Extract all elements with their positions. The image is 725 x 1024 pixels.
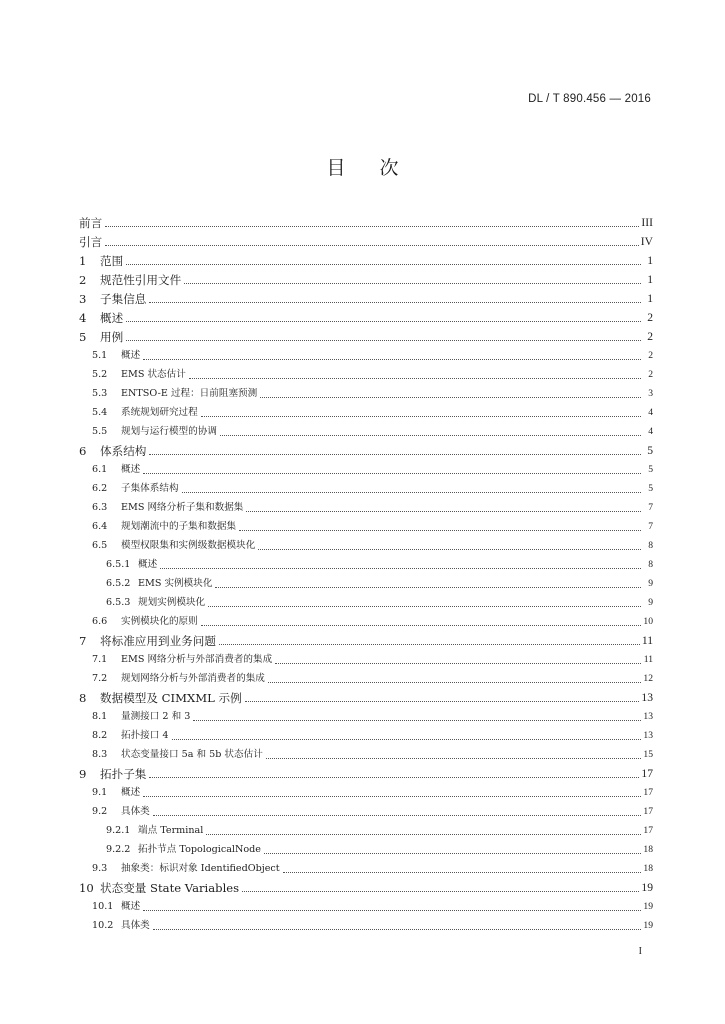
toc-entry[interactable]	[79, 648, 653, 667]
toc-entry[interactable]	[79, 211, 653, 230]
toc-entry[interactable]	[79, 382, 653, 401]
toc-dot-leader	[149, 301, 641, 303]
toc-entry-number: 5.3	[92, 388, 108, 399]
toc-dot-leader	[239, 529, 641, 531]
toc-dot-leader	[189, 377, 641, 379]
toc-entry-number: 5.5	[92, 426, 108, 437]
toc-entry[interactable]	[79, 857, 653, 876]
toc-dot-leader	[201, 415, 641, 417]
toc-entry[interactable]	[79, 325, 653, 344]
toc-entry-title: 状态变量接口 5a 和 5b 状态估计	[121, 749, 263, 760]
toc-entry-title: 概述	[121, 901, 141, 912]
toc-entry-title: 子集信息	[100, 292, 147, 306]
toc-entry-title: 数据模型及 CIMXML 示例	[100, 691, 242, 705]
toc-entry-number: 5.2	[92, 369, 108, 380]
toc-entry[interactable]	[79, 344, 653, 363]
toc-entry-number: 6.5.2	[106, 578, 131, 589]
toc-entry[interactable]	[79, 914, 653, 933]
toc-entry-title: 拓扑节点 TopologicalNode	[138, 844, 261, 855]
toc-entry-title: 系统规划研究过程	[121, 407, 198, 418]
toc-dot-leader	[283, 871, 641, 873]
toc-entry-number: 1	[79, 254, 87, 268]
toc-entry-number: 6.5	[92, 540, 108, 551]
toc-entry-page: 19	[643, 920, 653, 931]
toc-entry[interactable]	[79, 363, 653, 382]
toc-entry-title: 概述	[121, 787, 141, 798]
toc-dot-leader	[143, 472, 641, 474]
toc-entry-title: 用例	[100, 330, 124, 344]
toc-entry-number: 6.5.1	[106, 559, 131, 570]
toc-entry[interactable]	[79, 724, 653, 743]
toc-entry-title: 规划网络分析与外部消费者的集成	[121, 673, 265, 684]
toc-entry[interactable]	[79, 230, 653, 249]
toc-entry[interactable]	[79, 249, 653, 268]
toc-entry-title: 抽象类：标识对象 IdentifiedObject	[121, 863, 280, 874]
toc-dot-leader	[143, 909, 641, 911]
toc-entry-title: 规划实例模块化	[138, 597, 206, 608]
toc-entry-page: 17	[643, 806, 653, 817]
toc-entry[interactable]	[79, 439, 653, 458]
toc-entry-title: 实例模块化的原则	[121, 616, 198, 627]
toc-entry[interactable]	[79, 667, 653, 686]
toc-entry-page: 19	[643, 901, 653, 912]
toc-entry-number: 8	[79, 691, 87, 705]
toc-entry-number: 6.5.3	[106, 597, 131, 608]
toc-entry-number: 8.2	[92, 730, 108, 741]
toc-dot-leader	[182, 491, 641, 493]
toc-entry-number: 6.1	[92, 464, 108, 475]
toc-entry[interactable]	[79, 420, 653, 439]
toc-entry-number: 9.2.2	[106, 844, 131, 855]
toc-entry[interactable]	[79, 686, 653, 705]
toc-entry-number: 6	[79, 444, 87, 458]
toc-entry[interactable]	[79, 458, 653, 477]
toc-entry-page: 2	[648, 350, 653, 361]
toc-entry-page: 4	[648, 407, 653, 418]
toc-entry-page: 13	[641, 691, 653, 704]
toc-entry-page: 4	[648, 426, 653, 437]
toc-entry-title: EMS 网络分析与外部消费者的集成	[121, 654, 273, 665]
toc-dot-leader	[193, 719, 641, 721]
toc-entry-title: 引言	[79, 235, 103, 249]
toc-entry-number: 9	[79, 767, 87, 781]
toc-entry[interactable]	[79, 306, 653, 325]
toc-entry-page: 10	[643, 616, 653, 627]
toc-entry-page: 11	[643, 654, 653, 665]
toc-entry-page: 18	[643, 844, 653, 855]
toc-entry-page: IV	[640, 235, 653, 248]
toc-dot-leader	[201, 624, 641, 626]
toc-entry-title: 模型权限集和实例级数据模块化	[121, 540, 256, 551]
toc-entry-page: 18	[643, 863, 653, 874]
toc-entry[interactable]	[79, 477, 653, 496]
toc-entry-page: 8	[648, 540, 653, 551]
toc-entry-title: 具体类	[121, 920, 150, 931]
toc-entry-number: 9.3	[92, 863, 108, 874]
toc-entry-page: 2	[647, 311, 653, 324]
toc-entry-number: 5.4	[92, 407, 108, 418]
toc-dot-leader	[184, 282, 641, 284]
page-number: I	[638, 946, 642, 957]
toc-entry-title: 将标准应用到业务问题	[100, 634, 216, 648]
toc-entry[interactable]	[79, 534, 653, 553]
toc-entry-page: 2	[647, 330, 653, 343]
toc-entry-title: 量测接口 2 和 3	[121, 711, 191, 722]
toc-dot-leader	[206, 833, 641, 835]
toc-dot-leader	[220, 434, 641, 436]
toc-dot-leader	[105, 244, 639, 246]
toc-dot-leader	[126, 263, 641, 265]
toc-dot-leader	[149, 453, 641, 455]
toc-entry-page: 13	[643, 711, 653, 722]
toc-entry-number: 5	[79, 330, 87, 344]
toc-dot-leader	[105, 225, 639, 227]
toc-entry-number: 7.1	[92, 654, 108, 665]
toc-entry-number: 9.2.1	[106, 825, 131, 836]
toc-entry-title: 具体类	[121, 806, 150, 817]
toc-entry-title: 前言	[79, 216, 103, 230]
toc-entry-page: 7	[648, 521, 653, 532]
toc-dot-leader	[264, 852, 641, 854]
toc-entry-page: 5	[648, 483, 653, 494]
toc-entry-title: 概述	[121, 350, 141, 361]
document-code-header: DL / T 890.456 — 2016	[528, 93, 651, 105]
toc-dot-leader	[149, 776, 639, 778]
toc-dot-leader	[160, 567, 641, 569]
toc-entry-page: 1	[647, 254, 653, 267]
page-title: 目次	[326, 157, 433, 179]
toc-entry[interactable]	[79, 287, 653, 306]
toc-entry-title: 规范性引用文件	[100, 273, 182, 287]
toc-entry-title: 范围	[100, 254, 124, 268]
toc-entry-number: 6.4	[92, 521, 108, 532]
toc-entry[interactable]	[79, 268, 653, 287]
toc-entry[interactable]	[79, 743, 653, 762]
toc-entry-number: 7	[79, 634, 87, 648]
toc-entry-title: 规划与运行模型的协调	[121, 426, 217, 437]
toc-dot-leader	[153, 928, 641, 930]
toc-entry-title: 规划潮流中的子集和数据集	[121, 521, 237, 532]
toc-entry-page: 11	[641, 634, 653, 647]
table-of-contents	[79, 211, 653, 933]
toc-entry[interactable]	[79, 553, 653, 572]
toc-entry-page: 7	[648, 502, 653, 513]
toc-entry-page: 17	[641, 767, 653, 780]
toc-dot-leader	[268, 681, 641, 683]
toc-dot-leader	[260, 396, 641, 398]
toc-dot-leader	[126, 320, 641, 322]
toc-dot-leader	[208, 605, 641, 607]
toc-entry-number: 9.1	[92, 787, 108, 798]
toc-entry-page: 13	[643, 730, 653, 741]
toc-entry-page: 9	[648, 597, 653, 608]
toc-entry-page: 15	[643, 749, 653, 760]
toc-entry-title: 概述	[121, 464, 141, 475]
toc-entry-number: 7.2	[92, 673, 108, 684]
toc-entry[interactable]	[79, 819, 653, 838]
toc-entry-number: 8.1	[92, 711, 108, 722]
toc-entry-page: 5	[647, 444, 653, 457]
toc-entry-page: 5	[648, 464, 653, 475]
toc-entry-title: 子集体系结构	[121, 483, 179, 494]
toc-entry[interactable]	[79, 705, 653, 724]
toc-dot-leader	[245, 700, 640, 702]
toc-dot-leader	[258, 548, 641, 550]
toc-entry-number: 6.6	[92, 616, 108, 627]
toc-entry-title: EMS 实例模块化	[138, 578, 213, 589]
toc-dot-leader	[172, 738, 641, 740]
toc-dot-leader	[143, 795, 641, 797]
toc-entry-page: III	[641, 216, 653, 229]
toc-dot-leader	[242, 890, 639, 892]
toc-entry-title: 端点 Terminal	[138, 825, 204, 836]
toc-entry[interactable]	[79, 895, 653, 914]
toc-entry-title: 拓扑接口 4	[121, 730, 169, 741]
toc-entry-page: 17	[643, 787, 653, 798]
toc-dot-leader	[275, 662, 641, 664]
toc-entry[interactable]	[79, 838, 653, 857]
toc-entry-number: 3	[79, 292, 87, 306]
toc-dot-leader	[126, 339, 641, 341]
toc-entry[interactable]	[79, 762, 653, 781]
toc-entry-page: 12	[643, 673, 653, 684]
toc-entry-number: 9.2	[92, 806, 108, 817]
toc-entry[interactable]	[79, 572, 653, 591]
toc-entry-number: 10.1	[92, 901, 114, 912]
toc-entry-page: 1	[647, 292, 653, 305]
toc-entry[interactable]	[79, 515, 653, 534]
toc-entry-title: 概述	[138, 559, 158, 570]
toc-dot-leader	[219, 643, 640, 645]
toc-entry-title: ENTSO-E 过程：日前阻塞预测	[121, 388, 258, 399]
toc-dot-leader	[215, 586, 641, 588]
toc-entry-page: 8	[648, 559, 653, 570]
toc-entry-number: 10.2	[92, 920, 114, 931]
toc-dot-leader	[153, 814, 641, 816]
toc-entry-title: 体系结构	[100, 444, 147, 458]
toc-entry-title: 概述	[100, 311, 124, 325]
toc-entry-number: 4	[79, 311, 87, 325]
toc-entry[interactable]	[79, 629, 653, 648]
toc-entry[interactable]	[79, 800, 653, 819]
toc-entry-number: 6.3	[92, 502, 108, 513]
toc-entry-number: 10	[79, 881, 94, 895]
toc-entry[interactable]	[79, 401, 653, 420]
toc-entry[interactable]	[79, 781, 653, 800]
toc-entry[interactable]	[79, 591, 653, 610]
toc-entry-title: EMS 状态估计	[121, 369, 186, 380]
toc-dot-leader	[266, 757, 641, 759]
toc-dot-leader	[246, 510, 641, 512]
toc-entry-number: 8.3	[92, 749, 108, 760]
toc-entry-page: 19	[641, 881, 653, 894]
toc-entry[interactable]	[79, 496, 653, 515]
toc-entry-title: 拓扑子集	[100, 767, 147, 781]
toc-entry[interactable]	[79, 876, 653, 895]
toc-entry-page: 3	[648, 388, 653, 399]
toc-entry[interactable]	[79, 610, 653, 629]
toc-entry-title: 状态变量 State Variables	[100, 881, 240, 895]
toc-entry-page: 2	[648, 369, 653, 380]
toc-dot-leader	[143, 358, 641, 360]
toc-entry-number: 6.2	[92, 483, 108, 494]
toc-entry-number: 2	[79, 273, 87, 287]
toc-entry-page: 17	[643, 825, 653, 836]
toc-entry-title: EMS 网络分析子集和数据集	[121, 502, 244, 513]
toc-entry-page: 9	[648, 578, 653, 589]
toc-entry-number: 5.1	[92, 350, 108, 361]
toc-entry-page: 1	[647, 273, 653, 286]
